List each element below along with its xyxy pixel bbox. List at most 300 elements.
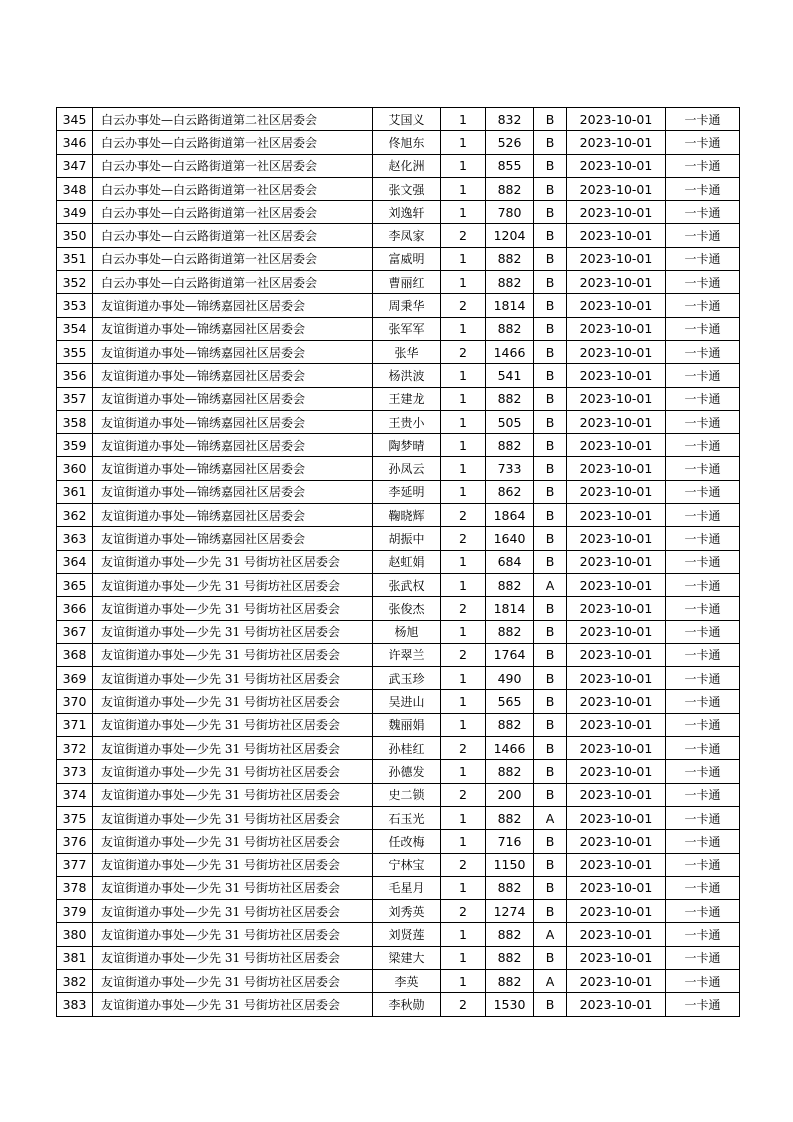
- row-number-cell: 378: [57, 876, 93, 899]
- row-number-cell: 364: [57, 550, 93, 573]
- person-name-cell: 李延明: [373, 480, 441, 503]
- payment-method-cell: 一卡通: [666, 993, 740, 1016]
- payment-method-cell: 一卡通: [666, 340, 740, 363]
- payment-method-cell: 一卡通: [666, 737, 740, 760]
- date-cell: 2023-10-01: [567, 224, 666, 247]
- amount-cell: 882: [486, 876, 534, 899]
- row-number-cell: 350: [57, 224, 93, 247]
- row-number-cell: 358: [57, 410, 93, 433]
- grade-cell: A: [534, 573, 567, 596]
- organization-cell: 友谊街道办事处—少先 31 号街坊社区居委会: [93, 993, 373, 1016]
- row-number-cell: 363: [57, 527, 93, 550]
- grade-cell: B: [534, 504, 567, 527]
- count-cell: 1: [441, 876, 486, 899]
- row-number-cell: 347: [57, 154, 93, 177]
- count-cell: 1: [441, 457, 486, 480]
- payment-method-cell: 一卡通: [666, 923, 740, 946]
- organization-cell: 友谊街道办事处—锦绣嘉园社区居委会: [93, 504, 373, 527]
- table-row: [57, 643, 740, 666]
- row-number-cell: 354: [57, 317, 93, 340]
- grade-cell: B: [534, 387, 567, 410]
- date-cell: 2023-10-01: [567, 527, 666, 550]
- grade-cell: B: [534, 201, 567, 224]
- grade-cell: B: [534, 876, 567, 899]
- grade-cell: B: [534, 900, 567, 923]
- date-cell: 2023-10-01: [567, 923, 666, 946]
- date-cell: 2023-10-01: [567, 737, 666, 760]
- row-number-cell: 349: [57, 201, 93, 224]
- person-name-cell: 赵虹娟: [373, 550, 441, 573]
- person-name-cell: 任改梅: [373, 830, 441, 853]
- amount-cell: 1814: [486, 597, 534, 620]
- count-cell: 2: [441, 853, 486, 876]
- row-number-cell: 371: [57, 713, 93, 736]
- date-cell: 2023-10-01: [567, 713, 666, 736]
- row-number-cell: 366: [57, 597, 93, 620]
- grade-cell: B: [534, 434, 567, 457]
- organization-cell: 友谊街道办事处—少先 31 号街坊社区居委会: [93, 969, 373, 992]
- organization-cell: 白云办事处—白云路街道第一社区居委会: [93, 177, 373, 200]
- date-cell: 2023-10-01: [567, 131, 666, 154]
- row-number-cell: 370: [57, 690, 93, 713]
- grade-cell: B: [534, 317, 567, 340]
- organization-cell: 白云办事处—白云路街道第一社区居委会: [93, 201, 373, 224]
- amount-cell: 1274: [486, 900, 534, 923]
- person-name-cell: 石玉光: [373, 806, 441, 829]
- grade-cell: A: [534, 806, 567, 829]
- organization-cell: 白云办事处—白云路街道第一社区居委会: [93, 224, 373, 247]
- organization-cell: 白云办事处—白云路街道第一社区居委会: [93, 154, 373, 177]
- amount-cell: 882: [486, 271, 534, 294]
- person-name-cell: 张华: [373, 340, 441, 363]
- row-number-cell: 359: [57, 434, 93, 457]
- person-name-cell: 富威明: [373, 247, 441, 270]
- amount-cell: 832: [486, 108, 534, 131]
- person-name-cell: 陶梦晴: [373, 434, 441, 457]
- row-number-cell: 380: [57, 923, 93, 946]
- grade-cell: B: [534, 340, 567, 363]
- amount-cell: 862: [486, 480, 534, 503]
- row-number-cell: 355: [57, 340, 93, 363]
- amount-cell: 505: [486, 410, 534, 433]
- person-name-cell: 吴进山: [373, 690, 441, 713]
- person-name-cell: 王贵小: [373, 410, 441, 433]
- organization-cell: 友谊街道办事处—锦绣嘉园社区居委会: [93, 317, 373, 340]
- table-row: [57, 690, 740, 713]
- table-row: [57, 271, 740, 294]
- count-cell: 1: [441, 620, 486, 643]
- date-cell: 2023-10-01: [567, 690, 666, 713]
- date-cell: 2023-10-01: [567, 317, 666, 340]
- table-row: [57, 480, 740, 503]
- organization-cell: 友谊街道办事处—锦绣嘉园社区居委会: [93, 457, 373, 480]
- count-cell: 1: [441, 154, 486, 177]
- grade-cell: B: [534, 131, 567, 154]
- table-row: [57, 131, 740, 154]
- payment-method-cell: 一卡通: [666, 946, 740, 969]
- table-row: [57, 224, 740, 247]
- date-cell: 2023-10-01: [567, 667, 666, 690]
- organization-cell: 白云办事处—白云路街道第二社区居委会: [93, 108, 373, 131]
- payment-method-cell: 一卡通: [666, 830, 740, 853]
- count-cell: 1: [441, 760, 486, 783]
- payment-method-cell: 一卡通: [666, 573, 740, 596]
- date-cell: 2023-10-01: [567, 643, 666, 666]
- row-number-cell: 377: [57, 853, 93, 876]
- count-cell: 1: [441, 480, 486, 503]
- person-name-cell: 张武权: [373, 573, 441, 596]
- table-row: [57, 876, 740, 899]
- count-cell: 1: [441, 667, 486, 690]
- grade-cell: B: [534, 294, 567, 317]
- table-row: [57, 201, 740, 224]
- row-number-cell: 345: [57, 108, 93, 131]
- payment-method-cell: 一卡通: [666, 410, 740, 433]
- organization-cell: 白云办事处—白云路街道第一社区居委会: [93, 247, 373, 270]
- date-cell: 2023-10-01: [567, 876, 666, 899]
- organization-cell: 友谊街道办事处—锦绣嘉园社区居委会: [93, 434, 373, 457]
- organization-cell: 友谊街道办事处—锦绣嘉园社区居委会: [93, 364, 373, 387]
- table-row: [57, 853, 740, 876]
- person-name-cell: 李秋勋: [373, 993, 441, 1016]
- date-cell: 2023-10-01: [567, 853, 666, 876]
- person-name-cell: 胡振中: [373, 527, 441, 550]
- payment-method-cell: 一卡通: [666, 713, 740, 736]
- row-number-cell: 383: [57, 993, 93, 1016]
- row-number-cell: 357: [57, 387, 93, 410]
- table-row: [57, 387, 740, 410]
- payment-method-cell: 一卡通: [666, 527, 740, 550]
- table-row: [57, 946, 740, 969]
- organization-cell: 友谊街道办事处—少先 31 号街坊社区居委会: [93, 597, 373, 620]
- grade-cell: B: [534, 993, 567, 1016]
- amount-cell: 882: [486, 620, 534, 643]
- row-number-cell: 353: [57, 294, 93, 317]
- table-row: [57, 410, 740, 433]
- payment-method-cell: 一卡通: [666, 550, 740, 573]
- count-cell: 1: [441, 923, 486, 946]
- organization-cell: 友谊街道办事处—少先 31 号街坊社区居委会: [93, 806, 373, 829]
- table-row: [57, 294, 740, 317]
- organization-cell: 友谊街道办事处—锦绣嘉园社区居委会: [93, 340, 373, 363]
- amount-cell: 733: [486, 457, 534, 480]
- date-cell: 2023-10-01: [567, 108, 666, 131]
- amount-cell: 882: [486, 317, 534, 340]
- payment-method-cell: 一卡通: [666, 667, 740, 690]
- row-number-cell: 361: [57, 480, 93, 503]
- grade-cell: B: [534, 667, 567, 690]
- table-row: [57, 504, 740, 527]
- payment-method-cell: 一卡通: [666, 760, 740, 783]
- table-row: [57, 434, 740, 457]
- table-row: [57, 667, 740, 690]
- person-name-cell: 鞠晓辉: [373, 504, 441, 527]
- date-cell: 2023-10-01: [567, 271, 666, 294]
- payment-method-cell: 一卡通: [666, 131, 740, 154]
- count-cell: 2: [441, 737, 486, 760]
- amount-cell: 716: [486, 830, 534, 853]
- amount-cell: 1640: [486, 527, 534, 550]
- date-cell: 2023-10-01: [567, 504, 666, 527]
- table-row: [57, 177, 740, 200]
- count-cell: 1: [441, 410, 486, 433]
- organization-cell: 友谊街道办事处—少先 31 号街坊社区居委会: [93, 923, 373, 946]
- organization-cell: 友谊街道办事处—少先 31 号街坊社区居委会: [93, 690, 373, 713]
- row-number-cell: 360: [57, 457, 93, 480]
- date-cell: 2023-10-01: [567, 597, 666, 620]
- person-name-cell: 孙桂红: [373, 737, 441, 760]
- table-row: [57, 830, 740, 853]
- date-cell: 2023-10-01: [567, 830, 666, 853]
- amount-cell: 1466: [486, 340, 534, 363]
- amount-cell: 882: [486, 923, 534, 946]
- grade-cell: B: [534, 108, 567, 131]
- person-name-cell: 李英: [373, 969, 441, 992]
- payment-method-cell: 一卡通: [666, 387, 740, 410]
- organization-cell: 友谊街道办事处—少先 31 号街坊社区居委会: [93, 667, 373, 690]
- payment-method-cell: 一卡通: [666, 317, 740, 340]
- person-name-cell: 张俊杰: [373, 597, 441, 620]
- grade-cell: A: [534, 969, 567, 992]
- payment-method-cell: 一卡通: [666, 620, 740, 643]
- organization-cell: 友谊街道办事处—少先 31 号街坊社区居委会: [93, 713, 373, 736]
- date-cell: 2023-10-01: [567, 410, 666, 433]
- table-row: [57, 340, 740, 363]
- date-cell: 2023-10-01: [567, 457, 666, 480]
- count-cell: 2: [441, 643, 486, 666]
- payment-method-cell: 一卡通: [666, 224, 740, 247]
- table-row: [57, 154, 740, 177]
- person-name-cell: 赵化洲: [373, 154, 441, 177]
- organization-cell: 友谊街道办事处—锦绣嘉园社区居委会: [93, 480, 373, 503]
- grade-cell: B: [534, 550, 567, 573]
- date-cell: 2023-10-01: [567, 783, 666, 806]
- person-name-cell: 梁建大: [373, 946, 441, 969]
- person-name-cell: 艾国义: [373, 108, 441, 131]
- grade-cell: B: [534, 783, 567, 806]
- table-row: [57, 806, 740, 829]
- table-row: [57, 783, 740, 806]
- date-cell: 2023-10-01: [567, 294, 666, 317]
- date-cell: 2023-10-01: [567, 434, 666, 457]
- organization-cell: 友谊街道办事处—少先 31 号街坊社区居委会: [93, 900, 373, 923]
- amount-cell: 882: [486, 247, 534, 270]
- organization-cell: 友谊街道办事处—少先 31 号街坊社区居委会: [93, 876, 373, 899]
- count-cell: 1: [441, 387, 486, 410]
- date-cell: 2023-10-01: [567, 550, 666, 573]
- row-number-cell: 351: [57, 247, 93, 270]
- organization-cell: 友谊街道办事处—少先 31 号街坊社区居委会: [93, 573, 373, 596]
- table-row: [57, 597, 740, 620]
- payment-method-cell: 一卡通: [666, 643, 740, 666]
- grade-cell: B: [534, 457, 567, 480]
- amount-cell: 882: [486, 573, 534, 596]
- table-row: [57, 620, 740, 643]
- table-row: [57, 247, 740, 270]
- amount-cell: 882: [486, 760, 534, 783]
- date-cell: 2023-10-01: [567, 177, 666, 200]
- row-number-cell: 367: [57, 620, 93, 643]
- table-row: [57, 457, 740, 480]
- amount-cell: 1204: [486, 224, 534, 247]
- payment-method-cell: 一卡通: [666, 108, 740, 131]
- row-number-cell: 348: [57, 177, 93, 200]
- count-cell: 1: [441, 271, 486, 294]
- count-cell: 2: [441, 993, 486, 1016]
- grade-cell: B: [534, 853, 567, 876]
- table-row: [57, 923, 740, 946]
- count-cell: 2: [441, 340, 486, 363]
- payment-method-cell: 一卡通: [666, 783, 740, 806]
- count-cell: 1: [441, 364, 486, 387]
- date-cell: 2023-10-01: [567, 201, 666, 224]
- amount-cell: 780: [486, 201, 534, 224]
- row-number-cell: 352: [57, 271, 93, 294]
- payment-method-cell: 一卡通: [666, 504, 740, 527]
- person-name-cell: 周秉华: [373, 294, 441, 317]
- grade-cell: B: [534, 760, 567, 783]
- organization-cell: 友谊街道办事处—少先 31 号街坊社区居委会: [93, 620, 373, 643]
- count-cell: 1: [441, 573, 486, 596]
- date-cell: 2023-10-01: [567, 806, 666, 829]
- grade-cell: B: [534, 620, 567, 643]
- payment-method-cell: 一卡通: [666, 434, 740, 457]
- organization-cell: 友谊街道办事处—锦绣嘉园社区居委会: [93, 527, 373, 550]
- count-cell: 2: [441, 504, 486, 527]
- count-cell: 1: [441, 806, 486, 829]
- organization-cell: 友谊街道办事处—锦绣嘉园社区居委会: [93, 410, 373, 433]
- person-name-cell: 刘秀英: [373, 900, 441, 923]
- person-name-cell: 张军军: [373, 317, 441, 340]
- grade-cell: B: [534, 410, 567, 433]
- table-row: [57, 550, 740, 573]
- payment-method-cell: 一卡通: [666, 154, 740, 177]
- table-row: [57, 317, 740, 340]
- person-name-cell: 许翠兰: [373, 643, 441, 666]
- row-number-cell: 375: [57, 806, 93, 829]
- table-row: [57, 900, 740, 923]
- amount-cell: 1466: [486, 737, 534, 760]
- count-cell: 2: [441, 224, 486, 247]
- grade-cell: B: [534, 713, 567, 736]
- grade-cell: B: [534, 154, 567, 177]
- date-cell: 2023-10-01: [567, 364, 666, 387]
- count-cell: 2: [441, 900, 486, 923]
- date-cell: 2023-10-01: [567, 340, 666, 363]
- person-name-cell: 曹丽红: [373, 271, 441, 294]
- person-name-cell: 宁林宝: [373, 853, 441, 876]
- count-cell: 2: [441, 527, 486, 550]
- organization-cell: 友谊街道办事处—少先 31 号街坊社区居委会: [93, 737, 373, 760]
- amount-cell: 1150: [486, 853, 534, 876]
- date-cell: 2023-10-01: [567, 969, 666, 992]
- grade-cell: B: [534, 271, 567, 294]
- date-cell: 2023-10-01: [567, 620, 666, 643]
- row-number-cell: 372: [57, 737, 93, 760]
- table-row: [57, 713, 740, 736]
- date-cell: 2023-10-01: [567, 480, 666, 503]
- amount-cell: 882: [486, 713, 534, 736]
- amount-cell: 541: [486, 364, 534, 387]
- row-number-cell: 346: [57, 131, 93, 154]
- count-cell: 1: [441, 830, 486, 853]
- count-cell: 1: [441, 713, 486, 736]
- date-cell: 2023-10-01: [567, 946, 666, 969]
- date-cell: 2023-10-01: [567, 247, 666, 270]
- table-row: [57, 760, 740, 783]
- count-cell: 1: [441, 969, 486, 992]
- date-cell: 2023-10-01: [567, 154, 666, 177]
- person-name-cell: 李凤家: [373, 224, 441, 247]
- date-cell: 2023-10-01: [567, 760, 666, 783]
- row-number-cell: 369: [57, 667, 93, 690]
- person-name-cell: 武玉珍: [373, 667, 441, 690]
- grade-cell: B: [534, 946, 567, 969]
- grade-cell: B: [534, 224, 567, 247]
- organization-cell: 友谊街道办事处—少先 31 号街坊社区居委会: [93, 550, 373, 573]
- payment-method-cell: 一卡通: [666, 177, 740, 200]
- date-cell: 2023-10-01: [567, 900, 666, 923]
- count-cell: 1: [441, 550, 486, 573]
- amount-cell: 1764: [486, 643, 534, 666]
- grade-cell: B: [534, 690, 567, 713]
- person-name-cell: 杨旭: [373, 620, 441, 643]
- grade-cell: B: [534, 177, 567, 200]
- person-name-cell: 佟旭东: [373, 131, 441, 154]
- amount-cell: 1864: [486, 504, 534, 527]
- amount-cell: 855: [486, 154, 534, 177]
- payment-method-cell: 一卡通: [666, 597, 740, 620]
- organization-cell: 友谊街道办事处—少先 31 号街坊社区居委会: [93, 830, 373, 853]
- grade-cell: B: [534, 247, 567, 270]
- payment-method-cell: 一卡通: [666, 294, 740, 317]
- grade-cell: B: [534, 597, 567, 620]
- person-name-cell: 孙德发: [373, 760, 441, 783]
- organization-cell: 友谊街道办事处—少先 31 号街坊社区居委会: [93, 783, 373, 806]
- organization-cell: 友谊街道办事处—少先 31 号街坊社区居委会: [93, 853, 373, 876]
- person-name-cell: 王建龙: [373, 387, 441, 410]
- person-name-cell: 杨洪波: [373, 364, 441, 387]
- amount-cell: 684: [486, 550, 534, 573]
- organization-cell: 友谊街道办事处—锦绣嘉园社区居委会: [93, 387, 373, 410]
- payment-method-cell: 一卡通: [666, 364, 740, 387]
- amount-cell: 526: [486, 131, 534, 154]
- date-cell: 2023-10-01: [567, 387, 666, 410]
- count-cell: 2: [441, 294, 486, 317]
- person-name-cell: 张文强: [373, 177, 441, 200]
- date-cell: 2023-10-01: [567, 573, 666, 596]
- grade-cell: B: [534, 527, 567, 550]
- count-cell: 1: [441, 201, 486, 224]
- payment-method-cell: 一卡通: [666, 480, 740, 503]
- amount-cell: 882: [486, 434, 534, 457]
- person-name-cell: 刘贤莲: [373, 923, 441, 946]
- benefit-roster-table: [56, 107, 740, 1017]
- count-cell: 1: [441, 131, 486, 154]
- payment-method-cell: 一卡通: [666, 876, 740, 899]
- organization-cell: 白云办事处—白云路街道第一社区居委会: [93, 271, 373, 294]
- row-number-cell: 376: [57, 830, 93, 853]
- organization-cell: 友谊街道办事处—锦绣嘉园社区居委会: [93, 294, 373, 317]
- table-row: [57, 737, 740, 760]
- person-name-cell: 毛星月: [373, 876, 441, 899]
- table-row: [57, 993, 740, 1016]
- payment-method-cell: 一卡通: [666, 690, 740, 713]
- amount-cell: 882: [486, 806, 534, 829]
- table-row: [57, 527, 740, 550]
- grade-cell: B: [534, 737, 567, 760]
- table-row: [57, 969, 740, 992]
